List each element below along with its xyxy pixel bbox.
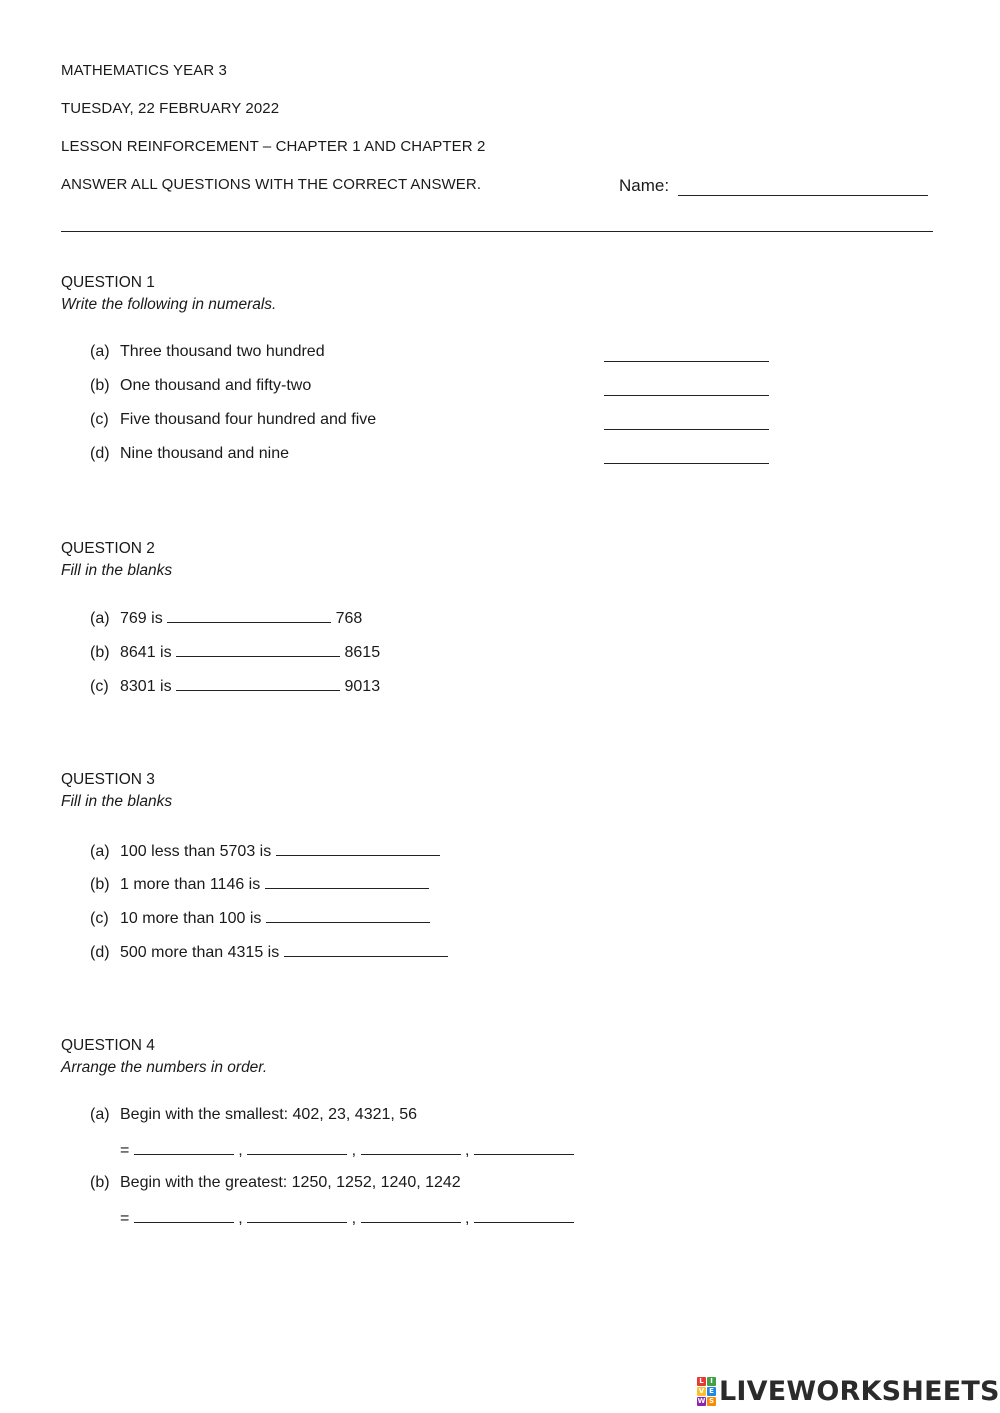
item-text: Three thousand two hundred [120,343,325,360]
logo-text: LIVEWORKSHEETS [719,1376,1000,1407]
item-text: 1 more than 1146 is [120,876,261,893]
item-text-before: 769 is [120,610,163,627]
q3-instruction: Fill in the blanks [61,793,173,810]
q2-item [90,608,362,628]
q3c-blank[interactable] [266,908,430,923]
q4a-blank-1[interactable] [134,1140,234,1155]
item-text-after: 768 [335,610,363,627]
q2-item [90,676,380,696]
logo-cell: S [708,1397,715,1405]
separator: , [351,1142,357,1159]
item-text-before: 8301 is [120,678,172,695]
item-text: Nine thousand and nine [120,445,290,462]
q4b-blank-3[interactable] [361,1208,461,1223]
item-label: (b) [90,1174,110,1191]
q4b-answer-row [120,1208,574,1228]
item-label: (a) [90,843,110,860]
q1c-answer-line[interactable] [604,429,769,430]
separator: , [238,1210,243,1227]
name-field[interactable] [678,195,928,196]
q4-item [90,1106,417,1124]
logo-cell: I [707,1377,716,1386]
item-text: 10 more than 100 is [120,910,262,927]
item-label: (b) [90,377,110,394]
item-label: (d) [90,944,110,961]
q2c-blank[interactable] [176,676,340,691]
separator: , [238,1142,243,1159]
item-text-after: 9013 [344,678,381,695]
q1-item [90,343,325,361]
q2a-blank[interactable] [167,608,331,623]
lesson-title: LESSON REINFORCEMENT – CHAPTER 1 AND CHAPTER 2 [61,138,486,155]
q4-item [90,1174,461,1192]
q4-instruction: Arrange the numbers in order. [61,1059,268,1076]
q3a-blank[interactable] [276,841,440,856]
q3-item [90,908,430,928]
item-label: (c) [90,910,109,927]
equals-sign: = [120,1210,130,1227]
q1b-answer-line[interactable] [604,395,769,396]
separator: , [351,1210,357,1227]
q4b-blank-1[interactable] [134,1208,234,1223]
subject-title: MATHEMATICS YEAR 3 [61,62,227,79]
item-text: Five thousand four hundred and five [120,411,377,428]
q3-item [90,841,440,861]
q4a-blank-4[interactable] [474,1140,574,1155]
equals-sign: = [120,1142,130,1159]
general-instruction: ANSWER ALL QUESTIONS WITH THE CORRECT ANSWER. [61,176,482,193]
item-text: 100 less than 5703 is [120,843,272,860]
date-line: TUESDAY, 22 FEBRUARY 2022 [61,100,280,117]
logo-cell: L [697,1377,706,1386]
separator: , [464,1210,470,1227]
item-label: (b) [90,876,110,893]
item-label: (a) [90,1106,110,1123]
name-label: Name: [619,176,670,195]
item-label: (d) [90,445,110,462]
q3b-blank[interactable] [265,874,429,889]
logo-cell: V [698,1387,705,1395]
item-label: (a) [90,343,110,360]
item-text-after: 8615 [344,644,381,661]
q3-item [90,942,448,962]
logo-cell: E [707,1387,716,1396]
q4a-blank-2[interactable] [247,1140,347,1155]
item-text: One thousand and fifty-two [120,377,312,394]
item-text: 500 more than 4315 is [120,944,280,961]
item-label: (c) [90,411,109,428]
q1d-answer-line[interactable] [604,463,769,464]
q4b-blank-4[interactable] [474,1208,574,1223]
separator: , [464,1142,470,1159]
q4a-blank-3[interactable] [361,1140,461,1155]
q1-instruction: Write the following in numerals. [61,296,277,313]
q4b-blank-2[interactable] [247,1208,347,1223]
liveworksheets-logo [697,1376,1000,1407]
q1-item [90,445,289,463]
logo-icon [697,1377,716,1406]
q1-title: QUESTION 1 [61,274,155,291]
q1-item [90,411,376,429]
q3d-blank[interactable] [284,942,448,957]
item-label: (c) [90,678,109,695]
q4a-answer-row [120,1140,574,1160]
q2-title: QUESTION 2 [61,540,155,557]
q4-title: QUESTION 4 [61,1037,155,1054]
item-label: (b) [90,644,110,661]
q1a-answer-line[interactable] [604,361,769,362]
header-divider [61,231,933,232]
q3-title: QUESTION 3 [61,771,155,788]
q1-item [90,377,311,395]
item-text: Begin with the smallest: 402, 23, 4321, 56 [120,1106,418,1123]
q2-item [90,642,380,662]
item-label: (a) [90,610,110,627]
q2-instruction: Fill in the blanks [61,562,173,579]
logo-cell: W [697,1397,706,1405]
q3-item [90,874,429,894]
item-text-before: 8641 is [120,644,172,661]
q2b-blank[interactable] [176,642,340,657]
item-text: Begin with the greatest: 1250, 1252, 1240, 1242 [120,1174,461,1191]
